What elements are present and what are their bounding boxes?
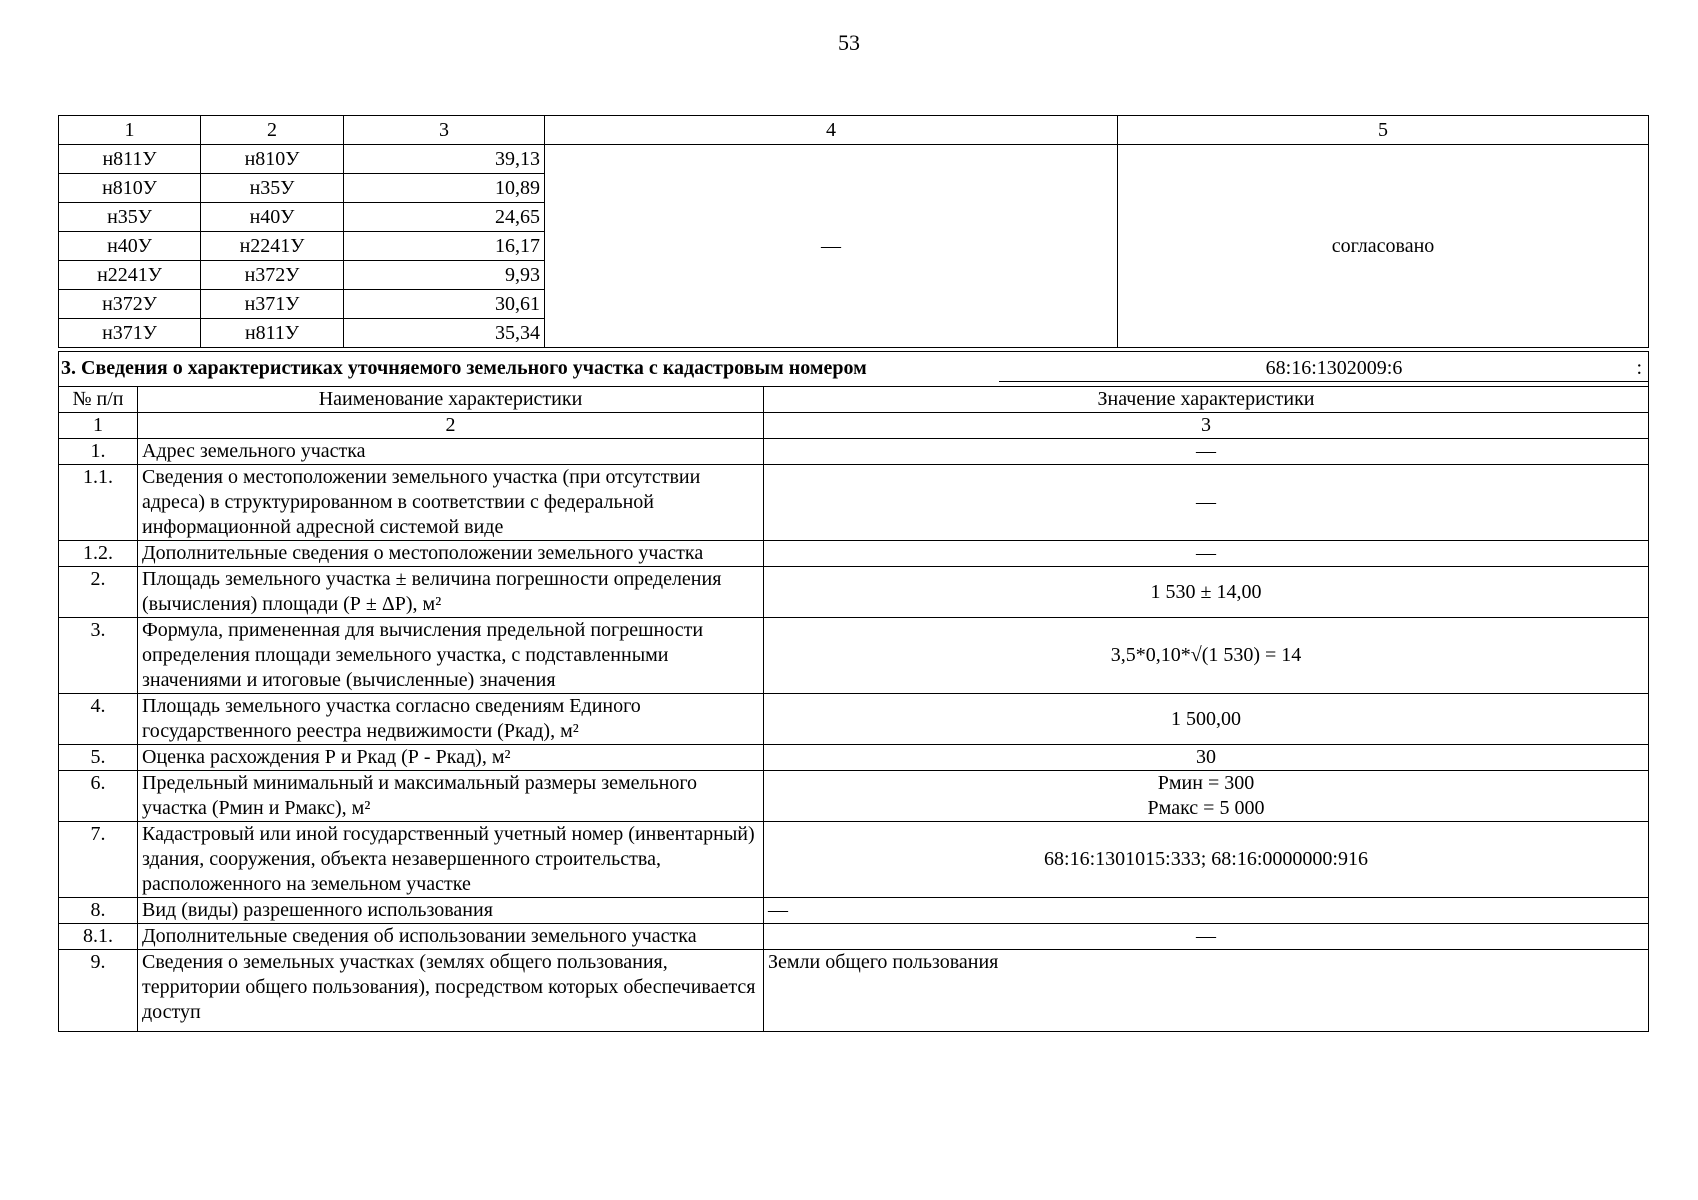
row-value: 30 [764,745,1649,771]
row-name: Площадь земельного участка ± величина погрешности определения (вычисления) площади (Р ± ΔР), м² [138,567,764,618]
point-from: н371У [59,319,201,348]
section-title: 3. Сведения о характеристиках уточняемого земельного участка с кадастровым номером [61,357,867,379]
row-value: — [764,439,1649,465]
table-row [59,950,1649,1032]
index-row [59,413,1649,439]
row-value: 1 500,00 [764,694,1649,745]
index-cell: 3 [764,413,1649,439]
segment-length: 30,61 [344,290,545,319]
characteristics-table [58,351,1649,1032]
segment-length: 10,89 [344,174,545,203]
row-num: 3. [59,618,138,694]
row-name: Кадастровый или иной государственный учетный номер (инвентарный) здания, сооружения, объекта незавершенного строительства, расположенного на земельном участке [138,822,764,898]
value-min: Рмин = 300 [1157,772,1255,794]
point-to: н40У [201,203,344,232]
row-num: 1.2. [59,541,138,567]
header-cell: 4 [545,116,1118,145]
point-from: н810У [59,174,201,203]
row-num: 8.1. [59,924,138,950]
row-num: 7. [59,822,138,898]
point-to: н371У [201,290,344,319]
row-num: 6. [59,771,138,822]
section-title-cell [59,352,1649,387]
col4-value: — [545,145,1118,348]
table-row [59,439,1649,465]
row-name: Формула, примененная для вычисления предельной погрешности определения площади земельного участка, с подставленными значениями и итоговые (вычисленные) значения [138,618,764,694]
header-cell: 5 [1118,116,1649,145]
boundary-header-row [59,116,1649,145]
row-value: 68:16:1301015:333; 68:16:0000000:916 [764,822,1649,898]
row-num: 1.1. [59,465,138,541]
index-cell: 2 [138,413,764,439]
row-value: — [764,465,1649,541]
row-value [764,771,1649,822]
table-row [59,567,1649,618]
point-from: н40У [59,232,201,261]
row-name: Площадь земельного участка согласно сведениям Единого государственного реестра недвижимости (Ркад), м² [138,694,764,745]
row-num: 5. [59,745,138,771]
table-row [59,694,1649,745]
point-to: н2241У [201,232,344,261]
row-num: 4. [59,694,138,745]
table-row [59,541,1649,567]
row-num: 8. [59,898,138,924]
header-name: Наименование характеристики [138,387,764,413]
row-name: Адрес земельного участка [138,439,764,465]
value-max: Рмакс = 5 000 [1147,797,1265,819]
table-row [59,745,1649,771]
column-header-row [59,387,1649,413]
point-to: н811У [201,319,344,348]
segment-length: 35,34 [344,319,545,348]
row-num: 2. [59,567,138,618]
page-number: 53 [838,30,860,55]
row-value: Земли общего пользования [764,950,1649,1032]
row-value: 1 530 ± 14,00 [764,567,1649,618]
header-cell: 1 [59,116,201,145]
row-name: Сведения о земельных участках (землях общего пользования, территории общего пользования), посредством которых обеспечивается доступ [138,950,764,1032]
cadastral-number: 68:16:1302009:6 [999,356,1649,382]
point-from: н372У [59,290,201,319]
point-from: н35У [59,203,201,232]
row-name: Дополнительные сведения о местоположении земельного участка [138,541,764,567]
row-value: — [764,541,1649,567]
row-name: Оценка расхождения Р и Ркад (Р - Ркад), м² [138,745,764,771]
row-name: Сведения о местоположении земельного участка (при отсутствии адреса) в структурированном в соответствии с федеральной информационной адресной системой виде [138,465,764,541]
header-cell: 2 [201,116,344,145]
col5-value: согласовано [1118,145,1649,348]
row-value: 3,5*0,10*√(1 530) = 14 [764,618,1649,694]
segment-length: 9,93 [344,261,545,290]
row-name: Предельный минимальный и максимальный размеры земельного участка (Рмин и Рмакс), м² [138,771,764,822]
index-cell: 1 [59,413,138,439]
section-colon: : [1636,357,1643,379]
table-row [59,771,1649,822]
row-name: Вид (виды) разрешенного использования [138,898,764,924]
point-from: н2241У [59,261,201,290]
row-value: — [764,924,1649,950]
table-row [59,924,1649,950]
table-row [59,618,1649,694]
table-row [59,145,1649,174]
boundary-table [58,115,1649,348]
table-row [59,898,1649,924]
point-from: н811У [59,145,201,174]
header-num: № п/п [59,387,138,413]
point-to: н372У [201,261,344,290]
header-cell: 3 [344,116,545,145]
table-row [59,465,1649,541]
row-num: 1. [59,439,138,465]
section-title-row [59,352,1649,387]
segment-length: 16,17 [344,232,545,261]
header-value: Значение характеристики [764,387,1649,413]
point-to: н810У [201,145,344,174]
point-to: н35У [201,174,344,203]
row-value: — [764,898,1649,924]
row-name: Дополнительные сведения об использовании земельного участка [138,924,764,950]
segment-length: 39,13 [344,145,545,174]
row-num: 9. [59,950,138,1032]
segment-length: 24,65 [344,203,545,232]
table-row [59,822,1649,898]
